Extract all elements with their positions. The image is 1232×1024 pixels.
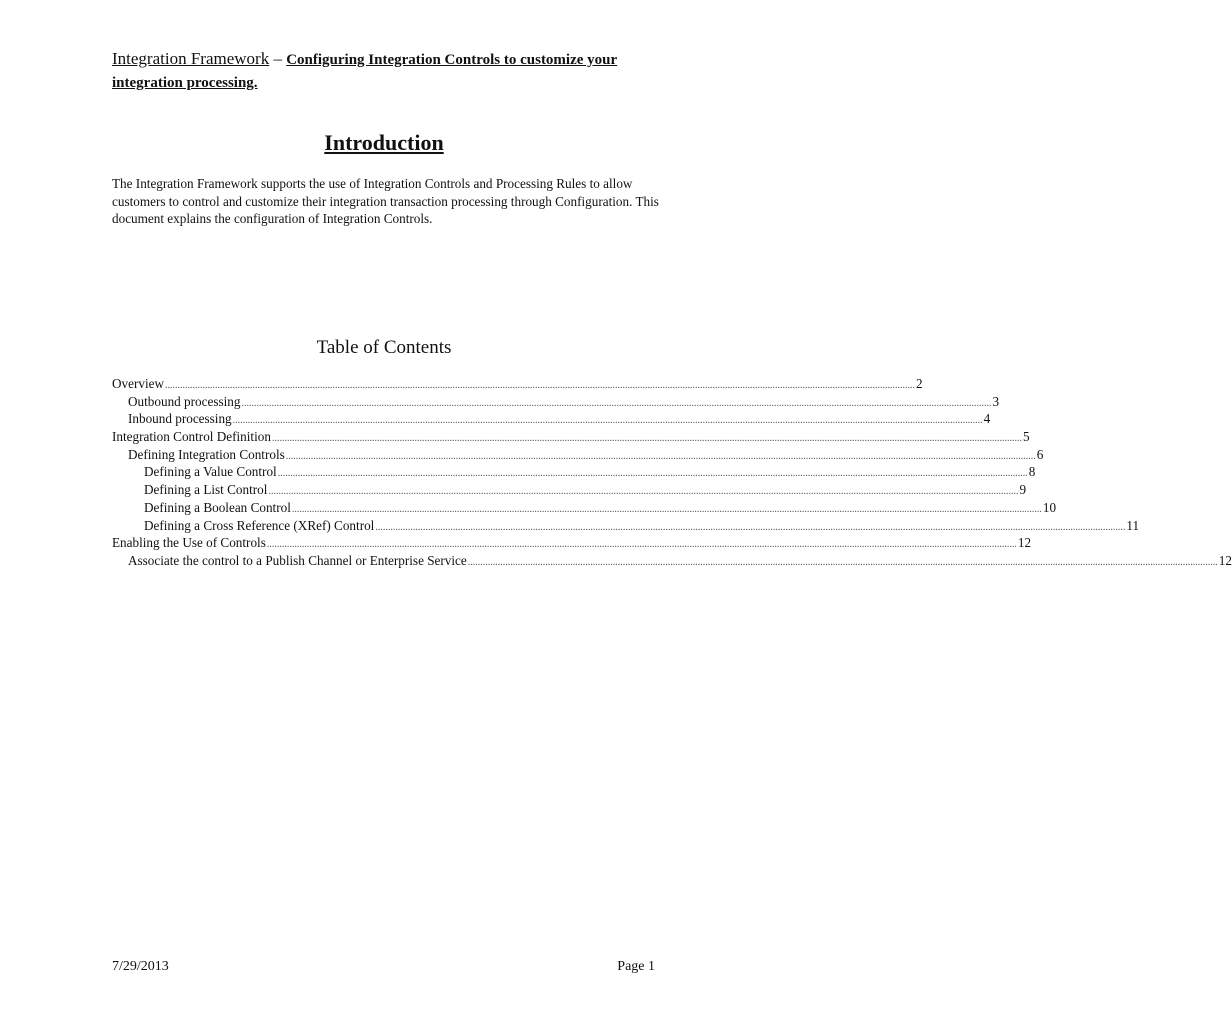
table-of-contents — [112, 375, 1232, 570]
toc-leader-dots: ............................................................................................................................................................................................................................................................................................................ — [232, 415, 983, 427]
toc-entry-page: 2 — [916, 376, 923, 391]
section-heading-text: Introduction — [324, 130, 444, 155]
toc-entry[interactable] — [112, 463, 1036, 481]
toc-entry-page: 6 — [1036, 446, 1044, 462]
toc-entry-label: Defining Integration Controls — [128, 446, 285, 462]
toc-entry-page: 8 — [1028, 464, 1036, 480]
toc-leader-dots: ............................................................................................................................................................................................................................................................................................................ — [268, 486, 1019, 498]
toc-entry-page: 4 — [983, 411, 991, 427]
toc-leader-dots: ............................................................................................................................................................................................................................................................................................................ — [271, 433, 1022, 445]
toc-leader-dots: ............................................................................................................................................................................................................................................................................................................ — [266, 539, 1017, 551]
toc-leader-dots: ............................................................................................................................................................................................................................................................................................................ — [165, 380, 915, 391]
toc-entry-page: 5 — [1022, 429, 1030, 445]
document-title-subtitle: Configuring Integration Controls to customize your integration processing. — [112, 52, 618, 91]
toc-entry-label: Defining a Cross Reference (XRef) Control — [144, 517, 375, 533]
toc-leader-dots: ............................................................................................................................................................................................................................................................................................................ — [241, 397, 992, 409]
document-title-dash: – — [269, 49, 287, 68]
toc-entry-label: Inbound processing — [128, 411, 232, 427]
toc-entry[interactable] — [112, 481, 1027, 499]
toc-entry-label: Enabling the Use of Controls — [112, 535, 266, 551]
footer-page-number: Page 1 — [617, 959, 655, 974]
toc-entry[interactable] — [112, 499, 1057, 517]
toc-entry[interactable] — [112, 428, 1030, 446]
toc-entry[interactable] — [112, 410, 991, 428]
intro-paragraph: The Integration Framework supports the use of Integration Controls and Processing Rules to allow customers to control and customize their integration transaction processing through Configuration. This document explains the configuration of Integration Controls. — [112, 176, 659, 226]
toc-leader-dots: ............................................................................................................................................................................................................................................................................................................ — [291, 503, 1042, 515]
toc-entry-label: Defining a Value Control — [144, 464, 277, 480]
toc-entry-page: 12 — [1017, 535, 1032, 551]
toc-leader-dots: ............................................................................................................................................................................................................................................................................................................ — [285, 450, 1036, 462]
toc-entry-label: Defining a List Control — [144, 482, 268, 498]
toc-entry[interactable] — [112, 375, 923, 393]
document-title — [112, 48, 657, 94]
toc-entry-label: Outbound processing — [128, 393, 241, 409]
footer-date: 7/29/2013 — [112, 959, 169, 974]
toc-entry[interactable] — [112, 517, 1140, 535]
toc-heading: Table of Contents — [316, 337, 452, 358]
toc-entry-label: Associate the control to a Publish Channel or Enterprise Service — [128, 552, 467, 568]
toc-entry-label: Defining a Boolean Control — [144, 499, 291, 515]
toc-entry-label: Overview — [112, 376, 164, 391]
toc-entry-page: 3 — [992, 393, 1000, 409]
toc-leader-dots: ............................................................................................................................................................................................................................................................................................................ — [467, 556, 1218, 568]
toc-entry[interactable] — [112, 552, 1232, 570]
document-title-main: Integration Framework — [112, 49, 270, 68]
toc-leader-dots: ............................................................................................................................................................................................................................................................................................................ — [375, 521, 1126, 533]
toc-leader-dots: ............................................................................................................................................................................................................................................................................................................ — [277, 468, 1028, 480]
toc-entry[interactable] — [112, 534, 1032, 552]
toc-entry[interactable] — [112, 393, 1000, 411]
section-heading-introduction — [0, 129, 768, 157]
toc-entry[interactable] — [112, 446, 1044, 464]
toc-entry-page: 9 — [1019, 482, 1027, 498]
toc-entry-page: 12 — [1218, 552, 1232, 568]
toc-entry-page: 11 — [1126, 517, 1140, 533]
toc-entry-label: Integration Control Definition — [112, 429, 271, 445]
toc-entry-page: 10 — [1042, 499, 1057, 515]
